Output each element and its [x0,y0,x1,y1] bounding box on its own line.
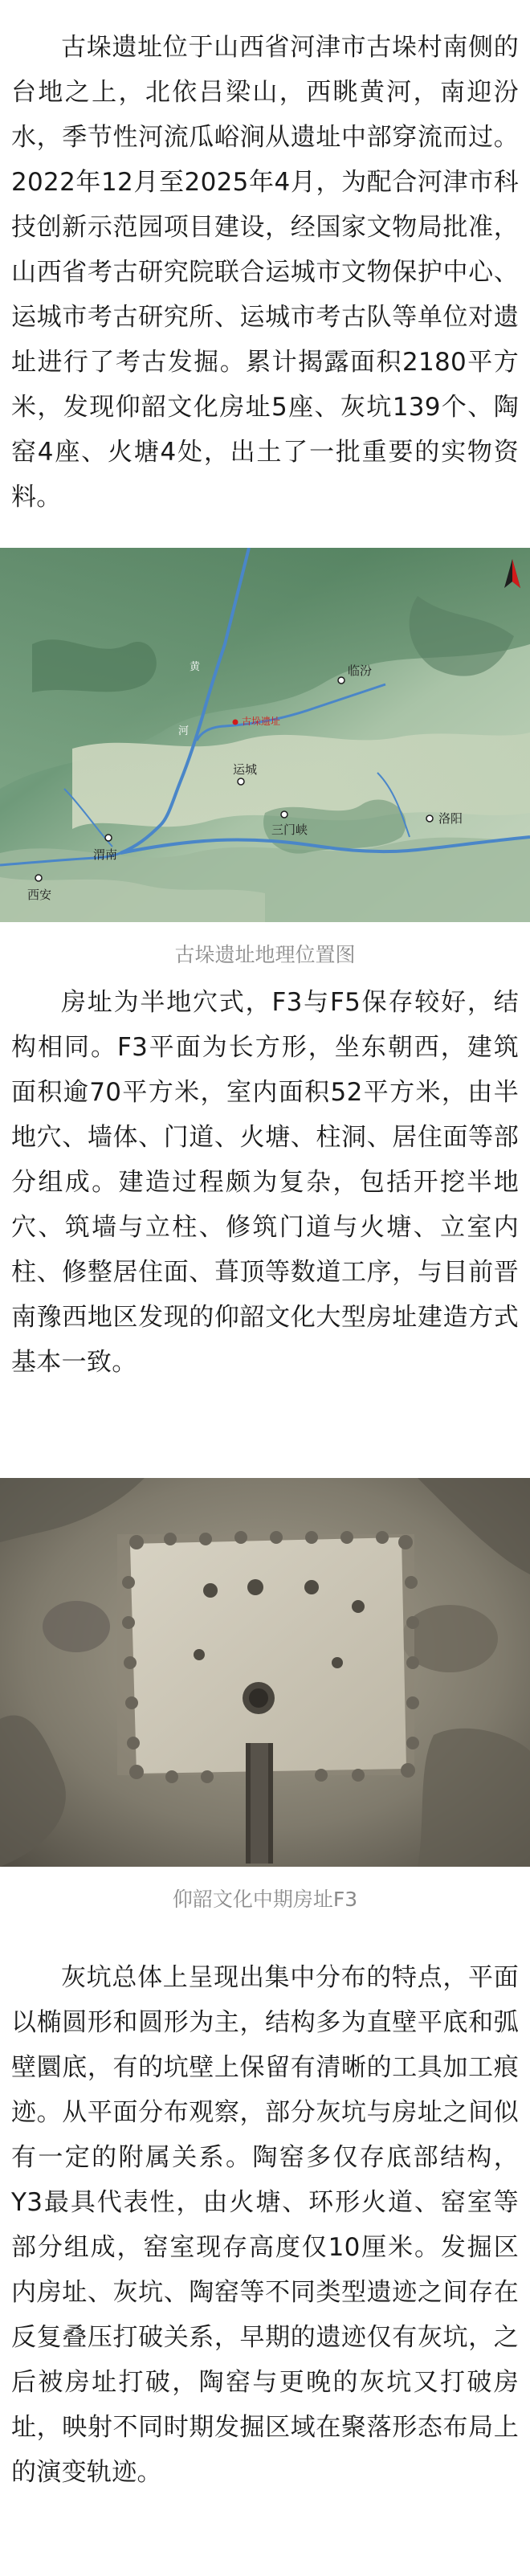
location-map [0,548,530,922]
excavation-photo [0,1478,530,1867]
figure-location-map [0,548,530,967]
map-label-site: 古垛遗址 [242,716,281,727]
figure-house-photo [0,1478,530,1912]
map-label-sanmenxia: 三门峡 [271,823,308,837]
map-label-he: 河 [178,725,190,737]
map-label-luoyang: 洛阳 [438,811,463,826]
paragraph-pits-kilns: 灰坑总体上呈现出集中分布的特点，平面以椭圆形和圆形为主，结构多为直壁平底和弧壁圜底，有的坑壁上保留有清晰的工具加工痕迹。从平面分布观察，部分灰坑与房址之间似有一定的附属关系。陶窑多仅存底部结构，Y3最具代表性，由火塘、环形火道、窑室等部分组成，窑室现存高度仅10厘米。发掘区内房址、灰坑、陶窑等不同类型遗迹之间存在反复叠压打破关系，早期的遗迹仅有灰坑，之后被房址打破，陶窑与更晚的灰坑又打破房址，映射不同时期发掘区域在聚落形态布局上的演变轨迹。 [11,1963,519,2487]
map-label-yellow-river: 黄 [190,661,201,673]
map-caption: 古垛遗址地理位置图 [174,943,356,966]
map-label-xian: 西安 [27,888,52,902]
map-graphic [0,548,530,922]
paragraph-house-remains: 房址为半地穴式，F3与F5保存较好，结构相同。F3平面为长方形，坐东朝西，建筑面积逾70平方米，室内面积52平方米，由半地穴、墙体、门道、火塘、柱洞、居住面等部分组成。建造过程颇为复杂，包括开挖半地穴、筑墙与立柱、修筑门道与火塘、立室内柱、修整居住面、葺顶等数道工序，与目前晋南豫西地区发现的仰韶文化大型房址建造方式基本一致。 [11,988,519,1377]
house-f3-photo [0,1478,530,1867]
paragraph-site-intro: 古垛遗址位于山西省河津市古垛村南侧的台地之上，北依吕梁山，西眺黄河，南迎汾水，季节性河流瓜峪涧从遗址中部穿流而过。2022年12月至2025年4月，为配合河津市科技创新示范园项目建设，经国家文物局批准，山西省考古研究院联合运城市文物保护中心、运城市考古研究所、运城市考古队等单位对遗址进行了考古发掘。累计揭露面积2180平方米，发现仰韶文化房址5座、灰坑139个、陶窑4座、火塘4处，出土了一批重要的实物资料。 [11,33,519,512]
photo-caption: 仰韶文化中期房址F3 [172,1888,358,1911]
map-label-yuncheng: 运城 [233,762,258,777]
map-label-weinan: 渭南 [93,847,118,862]
map-label-linfen: 临汾 [348,663,373,678]
